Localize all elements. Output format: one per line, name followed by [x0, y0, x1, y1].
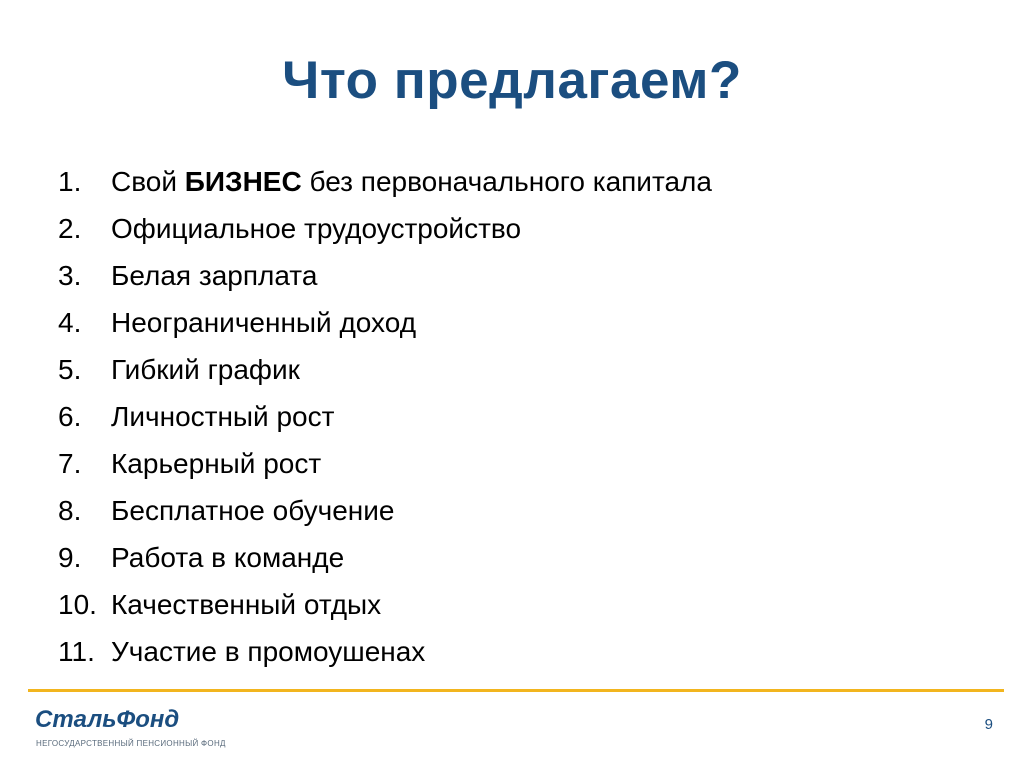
item-text-pre: Свой	[111, 166, 185, 197]
item-number: 11.	[58, 636, 95, 667]
company-logo	[35, 706, 235, 756]
item-number: 5.	[58, 354, 82, 385]
logo-tagline: НЕГОСУДАРСТВЕННЫЙ ПЕНСИОННЫЙ ФОНД	[36, 739, 226, 748]
footer-divider	[28, 689, 1004, 692]
item-number: 3.	[58, 260, 82, 291]
item-text: Гибкий график	[111, 354, 300, 385]
list-item	[58, 448, 712, 495]
list-item	[58, 354, 712, 401]
item-number: 7.	[58, 448, 82, 479]
page-number: 9	[984, 716, 993, 733]
item-text: Участие в промоушенах	[111, 636, 426, 667]
list-item	[58, 636, 712, 683]
item-text: Бесплатное обучение	[111, 495, 395, 526]
item-text: Карьерный рост	[111, 448, 322, 479]
offer-list	[58, 166, 712, 683]
item-text: Качественный отдых	[111, 589, 382, 620]
item-text: Работа в команде	[111, 542, 345, 573]
list-item	[58, 307, 712, 354]
item-text-bold: БИЗНЕС	[184, 166, 302, 197]
slide-title: Что предлагаем?	[282, 51, 742, 110]
item-text-post: без первоначального капитала	[301, 166, 712, 197]
item-text: Белая зарплата	[111, 260, 318, 291]
item-number: 6.	[58, 401, 82, 432]
list-item	[58, 166, 712, 213]
item-text: Официальное трудоустройство	[111, 213, 522, 244]
logo-name: СтальФонд	[35, 706, 180, 733]
list-item	[58, 213, 712, 260]
item-text	[111, 166, 712, 198]
item-number: 1.	[58, 166, 82, 197]
list-item	[58, 589, 712, 636]
item-number: 4.	[58, 307, 82, 338]
item-number: 10.	[58, 589, 97, 620]
list-item	[58, 401, 712, 448]
item-text: Личностный рост	[111, 401, 335, 432]
list-item	[58, 260, 712, 307]
list-item	[58, 542, 712, 589]
list-item	[58, 495, 712, 542]
item-number: 8.	[58, 495, 82, 526]
item-number: 2.	[58, 213, 82, 244]
item-number: 9.	[58, 542, 82, 573]
item-text: Неограниченный доход	[111, 307, 417, 338]
